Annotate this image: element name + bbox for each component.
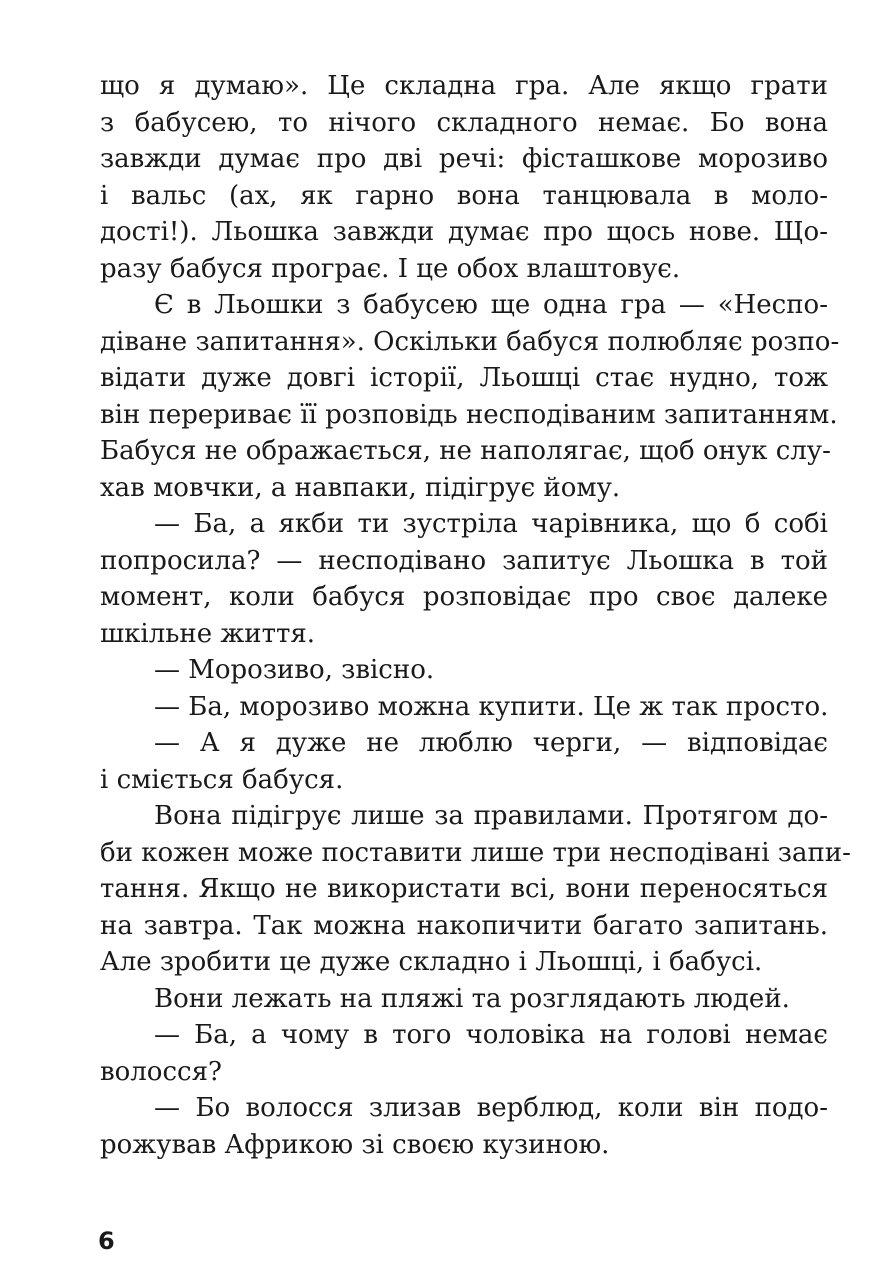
text-line: — А я дуже не люблю черги, — відповідає — [154, 728, 828, 758]
text-line: Є в Льошки з бабусею ще одна гра — «Неспо- — [154, 290, 828, 320]
text-line: попросила? — несподівано запитує Льошка в той — [100, 545, 828, 576]
text-line: — Морозиво, звісно. — [154, 655, 435, 685]
page-text — [100, 68, 851, 1163]
text-line: би кожен може поставити лише три несподівані запи- — [100, 837, 851, 868]
text-line: завжди думає про дві речі: фісташкове морозиво — [100, 144, 828, 174]
text-line: він перериває її розповідь несподіваним запитанням. — [100, 399, 838, 430]
text-line: — Ба, а чому в того чоловіка на голові немає — [154, 1020, 828, 1050]
text-line: момент, коли бабуся розповідає про своє далеке — [100, 582, 828, 612]
text-line: тання. Якщо не використати всі, вони переносяться — [100, 874, 828, 904]
text-line: і вальс (ах, як гарно вона танцювала в моло- — [100, 180, 828, 211]
text-line: разу бабуся програє. І це обох влаштовує. — [100, 253, 681, 284]
text-line: Вони лежать на пляжі та розглядають людей. — [154, 983, 790, 1014]
text-line: рожував Африкою зі своєю кузиною. — [100, 1129, 610, 1160]
text-line: — Ба, а якби ти зустріла чарівника, що б собі — [154, 509, 828, 539]
text-line: що я думаю». Це складна гра. Але якщо грати — [100, 71, 828, 101]
text-line: — Бо волосся злизав верблюд, коли він подо- — [154, 1093, 828, 1123]
text-line: діване запитання». Оскільки бабуся полюбляє розпо- — [100, 326, 840, 357]
text-line: шкільне життя. — [100, 618, 316, 649]
text-line: — Ба, морозиво можна купити. Це ж так просто. — [154, 691, 829, 722]
text-line: Бабуся не ображається, не наполягає, щоб онук слу- — [100, 436, 831, 466]
text-line: Але зробити це дуже складно і Льошці, і бабусі. — [100, 947, 763, 977]
page-number: 6 — [98, 1227, 115, 1255]
text-line: волосся? — [100, 1056, 222, 1087]
text-line: Вона підігрує лише за правилами. Протягом до- — [154, 801, 828, 831]
text-line: на завтра. Так можна накопичити багато запитань. — [100, 910, 828, 941]
text-line: хав мовчки, а навпаки, підігрує йому. — [100, 472, 621, 503]
text-line: і сміється бабуся. — [100, 764, 344, 795]
text-line: з бабусею, то нічого складного немає. Бо вона — [100, 107, 828, 138]
text-line: відати дуже довгі історії, Льошці стає нудно, тож — [100, 363, 828, 393]
text-line: дості!). Льошка завжди думає про щось нове. Що- — [100, 217, 828, 247]
